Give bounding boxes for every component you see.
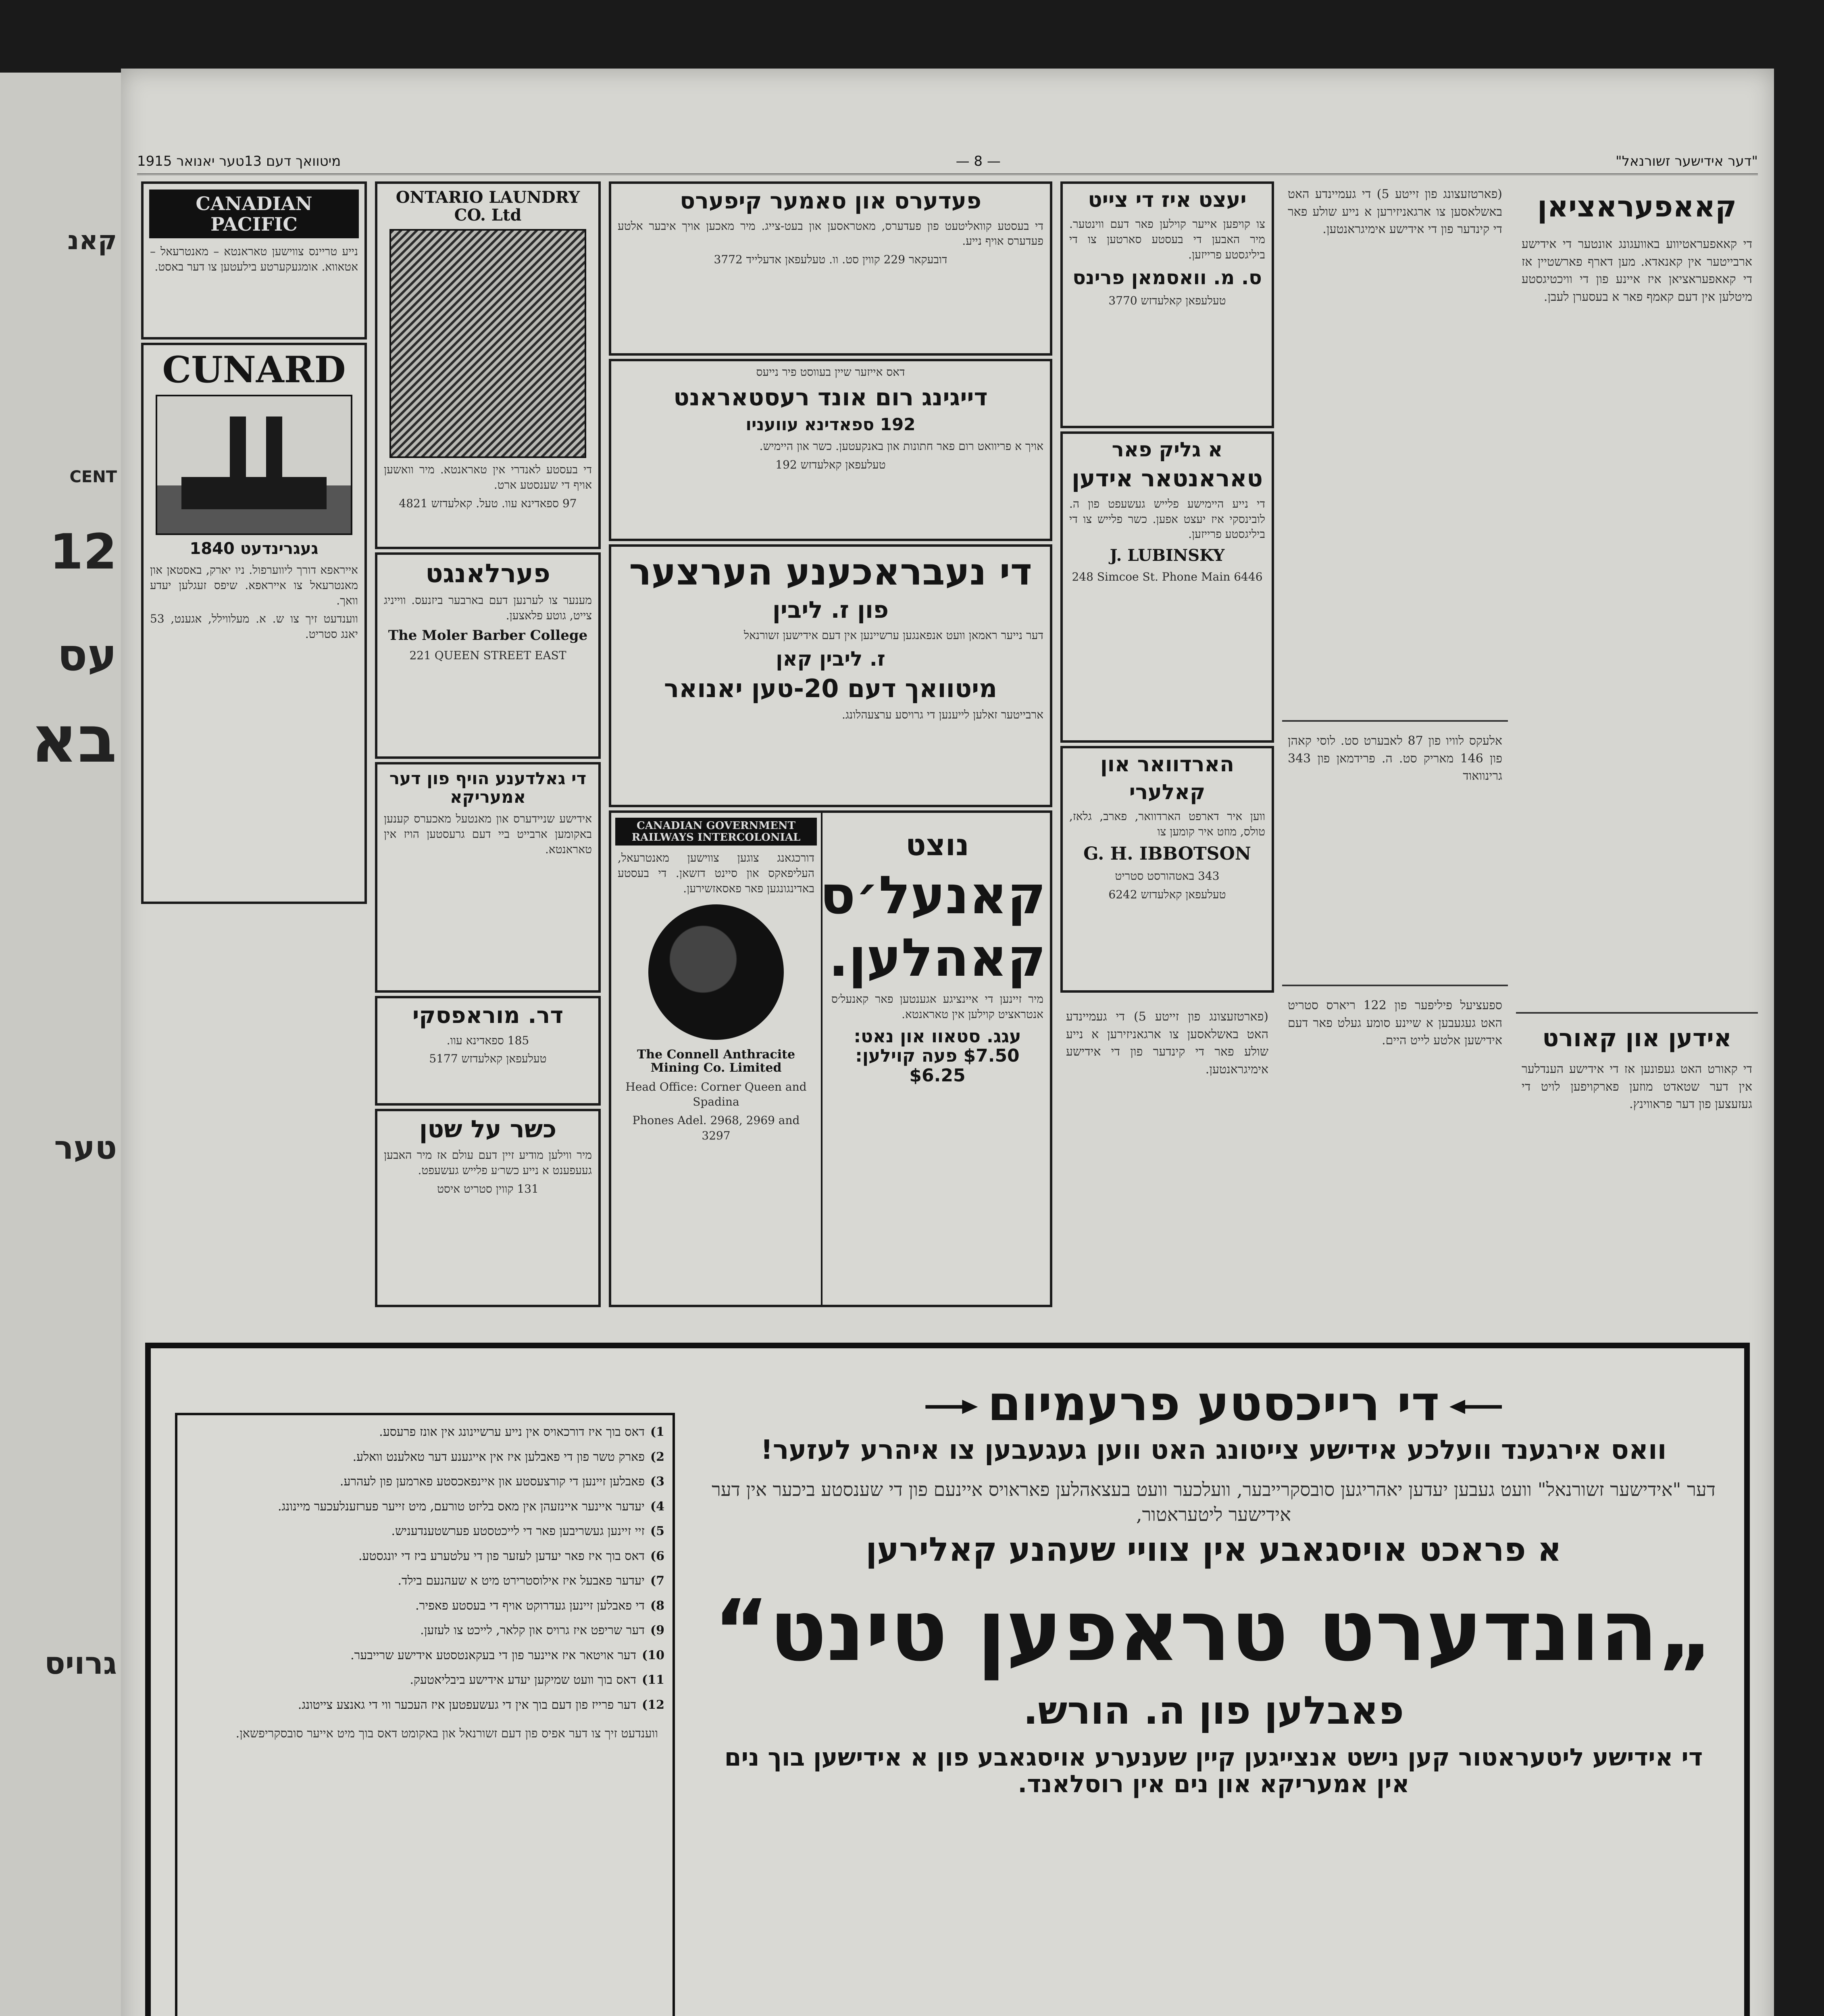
book-feature-number: 12) [642,1697,664,1712]
cunard-logo: CUNARD [162,348,346,391]
ads-column-center [609,181,1052,1411]
coal-dealer-title: יעצט איז די צייט [1088,188,1247,212]
book-feature-number: 4) [650,1499,664,1514]
tailor-text: אידישע שניידערס און מאנטעל מאכערס קענען באקומען ארבייט ביי דעם גרעסטען הויז אין טאראנטא. [384,812,592,856]
coal-company-ad [609,810,1052,1307]
book-feature-number: 9) [650,1623,664,1637]
doctor-phone: טעלעפאן קאלעדזש 5177 [429,1052,547,1066]
kosher-meat-ad [375,1109,601,1307]
pointing-hand-icon [925,1398,978,1416]
coal-dealer-text: צו קויפען אייער קוילען פאר דעם ווינטער. מיר האבען די בעסטע סארטען צו די ביליגסטע פרייזען. [1069,217,1265,261]
butcher-ad [1060,431,1274,743]
column-divider [1282,720,1508,722]
continuation-article: (פארטזעצונג פון זייטע 5) די געמיינדע האט באשלאסען צו ארגאניזירען א נייע שולע פאר די קינדער פון די אידישע אימיגראנטען. [1288,187,1502,236]
strip-fragment-7: גרויס [44,1645,117,1681]
doctor-address: 185 ספאדינא עוו. [446,1033,529,1047]
barber-title: פערלאנגט [425,559,550,589]
novel-title: די נעבראכענע הערצער [629,550,1032,594]
hardware-subtitle: קאלערי [1129,780,1206,805]
court-article: די קאורט האט געפונען אז די אידישע הענדלער אין דער שטאדט מוזען פארקויפען לויט די געזעצען פון דער פראווינץ. [1522,1062,1752,1111]
coal-ad-main [820,813,1050,1305]
railway-ad [611,813,822,1305]
cunard-agent: ווענדעט זיך צו ש. א. מעלווילל, אגענט, 53 יאנג סטריט. [150,612,358,641]
book-feature-text: יעדער פאבעל איז אילוסטרירט מיט א שעהנעם בילד. [398,1574,645,1588]
tailor-title: די גאלדענע הויף פון דער אמעריקא [389,768,587,807]
book-feature-text: דער אויטאר איז איינער פון די בעקאנטסטע אידישע שרייבער. [350,1648,637,1662]
column-divider [1516,1012,1758,1014]
tailor-ad [375,762,601,993]
kosher-title: כשר על שטן [419,1115,557,1143]
pointing-hand-icon [1449,1398,1502,1416]
book-feature-item [185,1622,664,1639]
restaurant-text: אויך א פריוואט רום פאר חתונות און באנקעטען. כשר און היימיש. [759,439,1043,453]
book-feature-text: דאס בוך איז פאר יעדען לעזער פון די עלטערע ביז די יונגסטע. [358,1549,645,1563]
premium-edition-text: א פראכט אויסגאבע אין צוויי שעהנע קאלירען [866,1530,1562,1569]
coal-lump-icon [648,904,784,1040]
restaurant-phone: טעלעפאן קאלעדזש 192 [775,458,886,471]
coal-text: מיר זיינען די איינציגע אגענטען פאר קאנעל׳ס אנטראציט קוילען אין טאראנטא. [831,992,1043,1021]
book-feature-text: דאס בוך וועט שמיקען יעדע אידישע ביבליאטעק. [410,1673,637,1687]
book-feature-number: 5) [650,1524,664,1538]
adjacent-page-strip [0,73,121,2016]
book-feature-item [185,1522,664,1540]
feathers-address: דובעקאר 229 קווין סט. וו. טעלעפאן אדעלייד 3772 [714,253,947,267]
novel-date: מיטוואך דעם 20-טען יאנואר [664,673,997,703]
content-grid [137,181,1758,1411]
restaurant-ad [609,359,1052,541]
barber-school-ad [375,552,601,759]
barber-address: 221 QUEEN STREET EAST [409,649,566,662]
book-byline: פאבלען פון ה. הורש. [1023,1687,1404,1733]
book-praise: די אידישע ליטעראטור קען נישט אנצייגען קיין שענערע אויסגאבע פון א אידישען בוך נים אין אמעריקא און נים אין רוסלאנד. [724,1743,1703,1798]
strip-fragment-2: CENT [69,468,117,486]
book-feature-text: דער שריפט איז גרויס און קלאר, לייכט צו לעזען. [420,1623,645,1637]
book-feature-number: 6) [650,1549,664,1563]
book-feature-text: דאס בוך איז דורכאויס אין נייע ערשיינונג אין אונז פרעסע. [379,1425,645,1439]
page-header [137,149,1758,175]
novel-author: פון ז. ליבין [772,596,889,624]
hardware-title: הארדוואר און [1100,752,1234,777]
book-feature-number: 10) [642,1648,664,1662]
novel-author-2: ז. ליבין קאן [776,647,885,671]
book-feature-item [185,1671,664,1689]
coal-prices: עגג. סטאוו און נאט: $7.50 פעה קוילען: $6.25 [854,1026,1021,1086]
strip-fragment-3: 12 [50,524,117,580]
cooperation-headline: קאאפעראציאן [1537,190,1737,223]
coal-title-top: נוצט [906,828,969,862]
book-feature-number: 2) [650,1450,664,1464]
premium-title-row [703,1377,1724,1431]
book-feature-item [185,1423,664,1441]
book-features-note: ווענדעט זיך צו דער אפיס פון דעם זשורנאל און באקומט דאס בוך מיט אייער סובסקריפשאן. [235,1727,658,1741]
doctor-title: דר. מוראפסקי [412,1002,564,1029]
restaurant-address: 192 ספאדינא עוועניו [745,414,916,434]
book-feature-item [185,1498,664,1516]
feathers-title: פעדערס און סאמער קיפערס [680,188,981,214]
novel-announcement-ad [609,544,1052,807]
coal-company-office: Head Office: Corner Queen and Spadina [625,1080,807,1109]
cooperation-article: די קאאפעראטיווע באוועגונג אונטער די אידישע ארבייטער אין קאנאדא. מען דארף פארשטיין אז די קאאפעראציאן איז איינע פון די וויכטיגסטע מיטלען אין דעם קאמף פאר א בעסערן לעבן. [1522,237,1752,304]
book-feature-text: פאבלען זיינען די קורצעסטע און איינפאכסטע פארמען פון לעהרע. [339,1475,645,1489]
book-feature-item [185,1572,664,1590]
book-feature-number: 8) [650,1598,664,1613]
premium-ad-headline-area [699,1372,1728,1810]
hardware-text: ווען איר דארפט הארדוואר, פארב, גלאז, טולס, מוזט איר קומען צו [1069,810,1265,839]
strip-fragment-6: טער [54,1129,117,1166]
header-page-number: — 8 — [956,153,1001,169]
coal-company-name: The Connell Anthracite Mining Co. Limited [637,1047,795,1075]
railway-text: דורכגאנג צוגען צווישען מאנטרעאל, העליפאקס און סיינט דזשאן. די בעסטע באדינגונגען פאר פאסאזשירען. [618,851,814,895]
butcher-title: א גליק פאר [1112,438,1223,461]
laundry-text: די בעסטע לאנדרי אין טאראנטא. מיר וואשען אויף די שענסטע ארט. [384,463,592,492]
book-feature-number: 1) [650,1425,664,1439]
coal-title-bottom: קאהלען. [829,927,1046,989]
column-divider [1282,985,1508,986]
coal-dealer-ad [1060,181,1274,428]
cunard-ad [141,343,367,904]
coal-title-mid: קאנעל׳ס [820,864,1046,926]
hardware-ad [1060,746,1274,993]
butcher-address: 248 Simcoe St. Phone Main 6446 [1072,570,1263,584]
book-feature-text: דער פרייז פון דעם בוך אין די געשעפטען איז העכער ווי די גאנצע צייטונג. [298,1697,637,1712]
cp-text: נייע טריינס צווישען טאראנטא – מאנטרעאל – אטאווא. אומגעקערטע בילעטען צו דער באסט. [150,245,358,273]
book-features-box [175,1413,675,2016]
doctor-ad [375,996,601,1106]
cp-logo-line1: CANADIAN [196,193,312,215]
canadian-pacific-logo [149,190,359,238]
kosher-address: 131 קווין סטריט איסט [437,1182,539,1195]
couple-illustration [389,229,586,458]
feathers-ad [609,181,1052,356]
laundry-ad [375,181,601,549]
strip-fragment-4: עס [57,629,117,681]
charity-article: ספעציעל פיליפער פון 122 ריארס סטריט האט געגעבען א שיינע סומע געלט פאר דעם אידישען אלטע לייט היים. [1288,998,1503,1048]
ads-column-left [375,181,601,1411]
book-feature-text: יעדער איינער איינזעהן אין מאס בליזט טורעם, מיט זייער פערזענלעכער מיינונג. [278,1499,645,1514]
strip-fragment-1: קאנ [67,226,117,256]
restaurant-top: דאס אייזער שיין בעווסט פיר נייעס [756,365,905,379]
header-paper-name: "דער אידישער זשורנאל" [1616,153,1758,169]
premium-book-ad [145,1343,1750,2016]
strip-fragment-5: בא [30,702,117,777]
butcher-name: J. LUBINSKY [1110,546,1225,565]
editorial-column-middle [1282,181,1508,1411]
shipping-column [141,181,367,1411]
donor-list: אלעקס לוויו פון 87 לאבערט סט. לוסי קאהן פון 146 מאריק סט. ה. פרידמאן פון 343 גרינוואוד [1288,734,1502,783]
coal-company-phones: Phones Adel. 2968, 2969 and 3297 [632,1114,800,1142]
book-feature-text: זיי זיינען געשריבען פאר די לייכטסטע פערשטענדעניש. [391,1524,645,1538]
book-features-list [185,1423,664,1714]
novel-text: דער נייער ראמאן וועט אנפאנגען ערשיינען אין דעם אידישען זשורנאל [743,628,1043,642]
laundry-title: ONTARIO LAUNDRY CO. Ltd [396,188,580,225]
column-continuation: (פארטזעצונג פון זייטע 5) די געמיינדע האט באשלאסען צו ארגאניזירען א נייע שולע פאר די קינדער פון די אידישע אימיגראנטען. [1066,1010,1268,1077]
hardware-phone: טעלעפאן קאלעדזש 6242 [1108,888,1226,902]
cunard-year: געגרינדעט 1840 [189,539,319,558]
hardware-address: 343 באטהורסט סטריט [1115,869,1220,883]
hardware-name: G. H. IBBOTSON [1083,843,1251,864]
coal-dealer-phone: טעלעפאן קאלעדזש 3770 [1108,294,1226,308]
book-title-banner: „הונדערט טראפען טינט“ [713,1581,1714,1680]
cunard-text: אייראפא דורך ליווערפול. ניו יארק, באסטאן און מאנטרעאל צו אייראפא. שיפס זעגלען יעדע וואך. [150,563,358,607]
book-feature-text: פארק טשר פון די פאבלען איז אין אייגענע דער טאלענט וואלע. [352,1450,645,1464]
newspaper-page [121,69,1774,2016]
premium-title: די רייכסטע פרעמיום [987,1376,1440,1432]
steamship-illustration [156,395,352,535]
book-feature-item [185,1597,664,1615]
feathers-text: די בעסטע קוואליטעט פון פעדערס, מאטראסען און בעט-צייג. מיר מאכען אויך איבער אלטע פעדערס אויף נייע. [618,219,1043,248]
book-feature-number: 7) [650,1574,664,1588]
book-feature-item [185,1448,664,1466]
book-feature-item [185,1473,664,1491]
book-feature-number: 11) [642,1673,664,1687]
restaurant-title: דייגינג רום אונד רעסטאראנט [673,383,988,411]
kosher-text: מיר ווילען מודיע זיין דעם עולם אז מיר האבען געעפענט א נייע כשר׳ע פלייש געשעפט. [384,1148,592,1177]
premium-subtitle: וואס אירגענד וועלכע אידישע צייטונג האט ווען געגעבען צו איהרע לעזער! [760,1434,1667,1465]
book-feature-item [185,1696,664,1714]
header-date: מיטוואך דעם 13טער יאנואר 1915 [137,153,341,169]
editorial-column-right [1516,181,1758,1411]
ads-column-right [1060,181,1274,1411]
canadian-pacific-ad [141,181,367,339]
book-feature-item [185,1547,664,1565]
cp-logo-line2: PACIFIC [210,213,298,235]
barber-text: מענער צו לערנען דעם בארבער ביזנעס. ווייניג צייט, גוטע פלאצען. [384,594,592,623]
court-headline: אידען און קאורט [1542,1024,1732,1052]
novel-tail: ארבייטער זאלען לייענען די גרויסע ערצעהלונג. [842,708,1043,721]
book-feature-text: די פאבלען זיינען געדרוקט אויף די בעסטע פאפיר. [415,1598,645,1613]
barber-name: The Moler Barber College [388,627,588,644]
book-feature-number: 3) [650,1475,664,1489]
butcher-subtitle: טאראנטאר אידען [1072,464,1263,492]
coal-dealer-name: ס. מ. וואסמאן פרינס [1072,266,1262,289]
laundry-address: 97 ספאדינא עוו. טעל. קאלעדזש 4821 [399,496,577,510]
railway-label: CANADIAN GOVERNMENT RAILWAYS INTERCOLONIAL [615,818,817,846]
butcher-text: די נייע היימישע פלייש געשעפט פון ה. לובינסקי איז יעצט אפען. כשר פלייש צו די ביליגסטע פרייזען. [1069,497,1265,541]
book-feature-item [185,1647,664,1664]
premium-offer-text: דער "אידישער זשורנאל" וועט געבען יעדען יאהריגען סובסקרייבער, וועלכער וועט בעצאהלען פאראויס איינעם פון די שענסטע ביכער אין דער אידישער ליטעראטור, [712,1478,1716,1525]
